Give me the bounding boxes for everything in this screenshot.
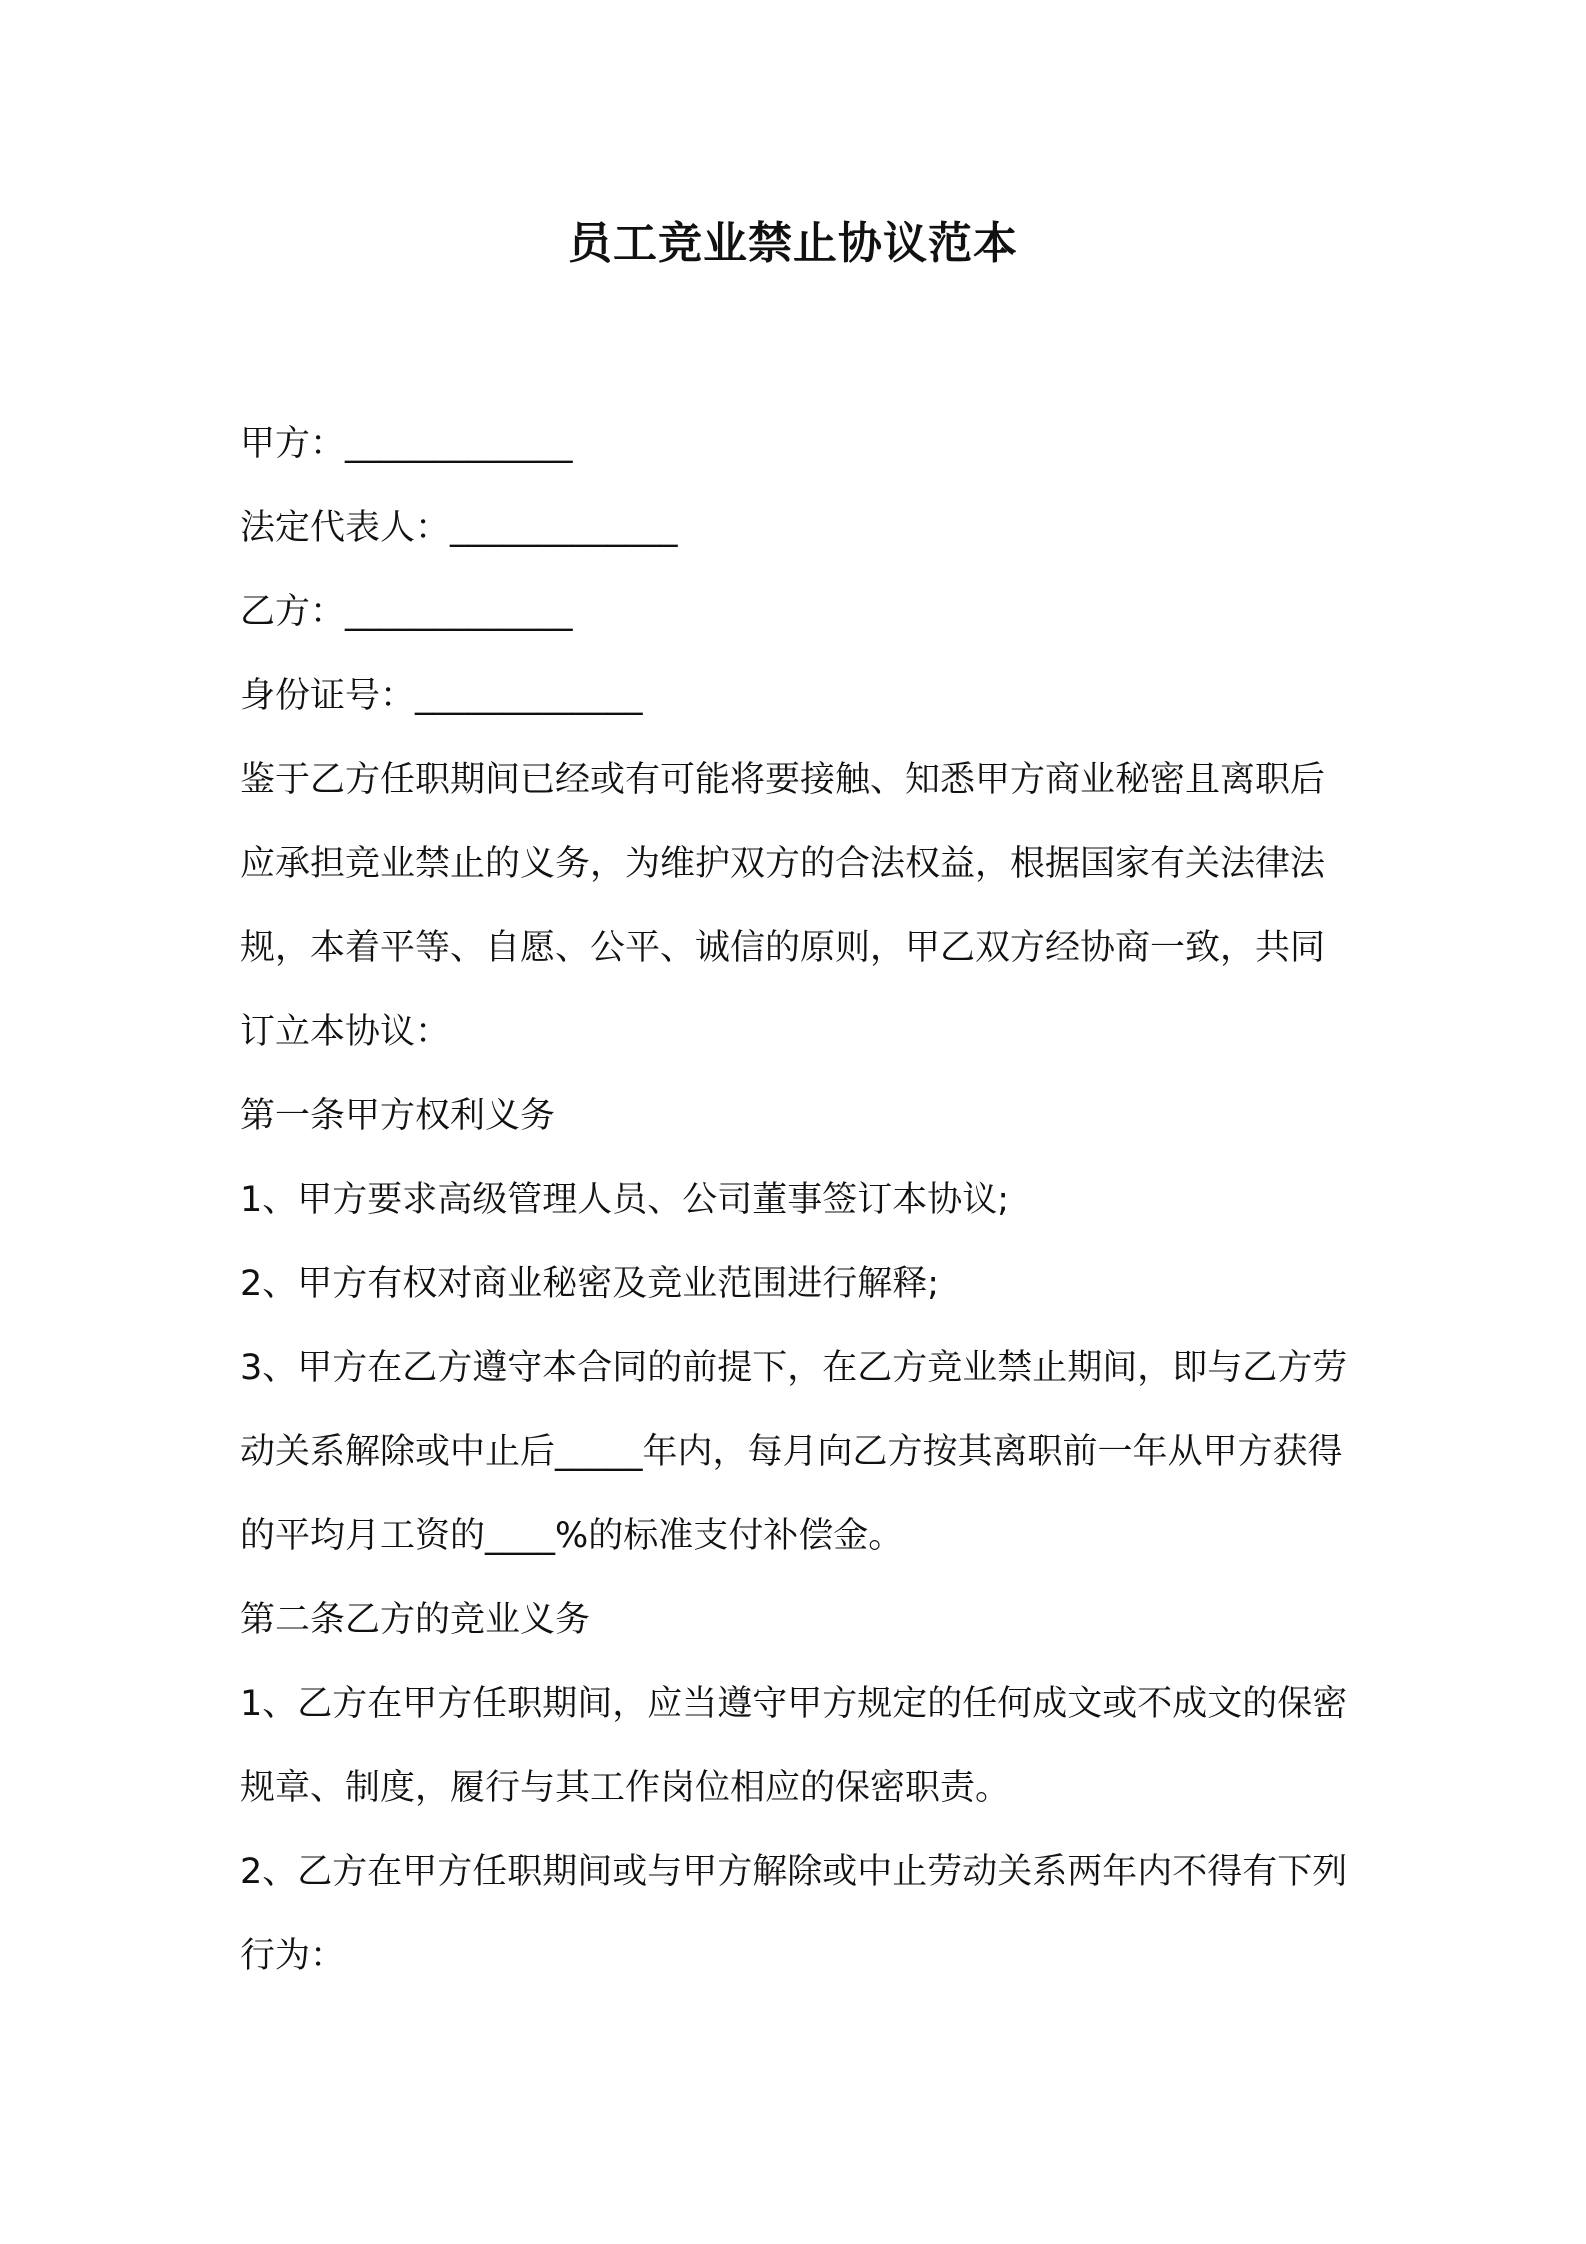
article-1-heading: 第一条甲方权利义务 — [240, 1096, 556, 1136]
article-2-heading: 第二条乙方的竞业义务 — [240, 1600, 591, 1640]
article-1-item-1: 1、甲方要求高级管理人员、公司董事签订本协议; — [240, 1180, 1010, 1220]
document-body — [240, 402, 1355, 1998]
party-a-line: 甲方：_____________ — [240, 424, 573, 464]
party-b-line: 乙方：_____________ — [240, 592, 573, 632]
article-1-item-2: 2、甲方有权对商业秘密及竞业范围进行解释; — [240, 1264, 940, 1304]
article-2-item-2: 2、乙方在甲方任职期间或与甲方解除或中止劳动关系两年内不得有下列行为： — [240, 1852, 1348, 1976]
document-title: 员工竞业禁止协议范本 — [568, 218, 1018, 269]
id-number-line: 身份证号：_____________ — [240, 676, 643, 716]
article-1-item-3: 3、甲方在乙方遵守本合同的前提下，在乙方竞业禁止期间，即与乙方劳动关系解除或中止后_____年内，每月向乙方按其离职前一年从甲方获得的平均月工资的____%的标准支付补偿金。 — [240, 1348, 1348, 1556]
article-2-item-1: 1、乙方在甲方任职期间，应当遵守甲方规定的任何成文或不成文的保密规章、制度，履行与其工作岗位相应的保密职责。 — [240, 1684, 1348, 1808]
preamble-paragraph: 鉴于乙方任职期间已经或有可能将要接触、知悉甲方商业秘密且离职后应承担竞业禁止的义务，为维护双方的合法权益，根据国家有关法律法规，本着平等、自愿、公平、诚信的原则，甲乙双方经协商一致，共同订立本协议： — [240, 760, 1326, 1052]
legal-representative-line: 法定代表人：_____________ — [240, 508, 678, 548]
